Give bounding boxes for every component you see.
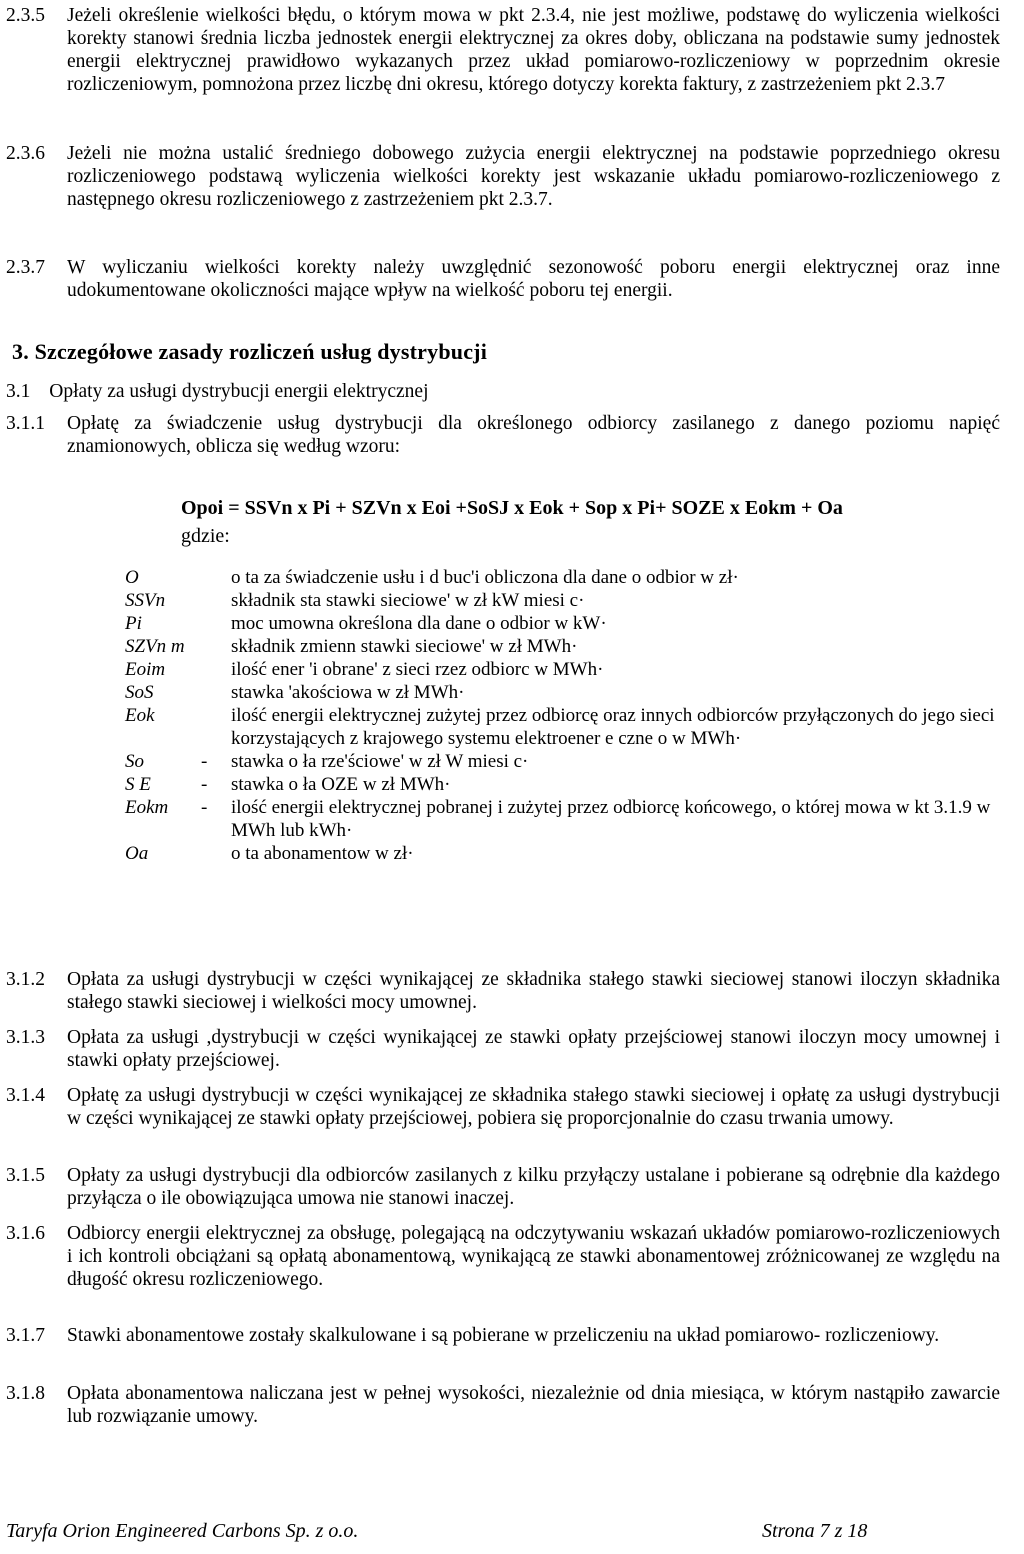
definition-row xyxy=(125,796,1015,842)
definition-symbol: SZVn m xyxy=(125,636,185,657)
definition-dash xyxy=(201,842,231,865)
definition-symbol: Eokm xyxy=(125,797,169,818)
paragraph-number: 2.3.5 xyxy=(6,5,45,26)
paragraph-3-1-4 xyxy=(0,1084,1000,1130)
definition-dash xyxy=(201,704,231,750)
definition-dash xyxy=(201,681,231,704)
definition-text: moc umowna określona dla dane o odbior w kW· xyxy=(231,613,607,634)
definition-symbol: So xyxy=(125,751,144,772)
subsection-text: Opłaty za usługi dystrybucji energii elektrycznej xyxy=(49,381,429,402)
paragraph-number: 3.1.7 xyxy=(6,1325,45,1346)
definition-row xyxy=(125,704,1015,750)
footer-page-number: Strona 7 z 18 xyxy=(762,1520,868,1542)
paragraph-number: 2.3.6 xyxy=(6,143,45,164)
paragraph-number: 3.1.4 xyxy=(6,1085,45,1106)
paragraph-text: Opłata za usługi ,dystrybucji w części wynikającej ze stawki opłaty przejściowej stanowi iloczyn mocy umownej i stawki opłaty przejściowej. xyxy=(67,1027,1000,1071)
paragraph-text: Opłaty za usługi dystrybucji dla odbiorców zasilanych z kilku przyłączy ustalane i pobierane są odrębnie dla każdego przyłącza o ile obowiązująca umowa nie stanowi inaczej. xyxy=(67,1165,1000,1209)
definition-dash xyxy=(201,589,231,612)
definition-row xyxy=(125,635,1015,658)
paragraph-3-1-1 xyxy=(0,412,1000,458)
definition-symbol: SoS xyxy=(125,682,154,703)
paragraph-number: 3.1.2 xyxy=(6,969,45,990)
definition-text: stawka o ła rze'ściowe' w zł W miesi c· xyxy=(231,751,529,772)
definition-text: ilość energii elektrycznej zużytej przez odbiorcę oraz innych odbiorców przyłączonych do jego sieci korzystających z krajowego systemu elektroener e czne o w MWh· xyxy=(231,705,995,749)
definition-symbol: Eok xyxy=(125,705,155,726)
paragraph-3-1-7 xyxy=(0,1324,1000,1347)
definition-dash: - xyxy=(201,751,208,772)
paragraph-3-1-5 xyxy=(0,1164,1000,1210)
definition-row xyxy=(125,750,1015,773)
definition-dash: - xyxy=(201,774,208,795)
definition-row xyxy=(125,681,1015,704)
paragraph-number: 3.1.6 xyxy=(6,1223,45,1244)
paragraph-number: 3.1.8 xyxy=(6,1383,45,1404)
definition-symbol: Eoim xyxy=(125,659,166,680)
paragraph-number: 3.1.5 xyxy=(6,1165,45,1186)
footer-company: Taryfa Orion Engineered Carbons Sp. z o.o. xyxy=(6,1520,359,1542)
paragraph-text: Opłatę za usługi dystrybucji w części wynikającej ze składnika stałego stawki sieciowej i opłatę za usługi dystrybucji w części wynikającej ze stawki opłaty przejściowej, pobiera się proporcjonalnie do czasu trwania umowy. xyxy=(67,1085,1000,1129)
paragraph-text: Opłata abonamentowa naliczana jest w pełnej wysokości, niezależnie od dnia miesiąca, w którym nastąpiło zawarcie lub rozwiązanie umowy. xyxy=(67,1383,1000,1427)
paragraph-text: Jeżeli określenie wielkości błędu, o którym mowa w pkt 2.3.4, nie jest możliwe, podstawę do wyliczenia wielkości korekty stanowi średnia liczba jednostek energii elektrycznej za okres doby, obliczana na podstawie sumy jednostek energii elektrycznej prawidłowo wykazanych przez układ pomiarowo-rozliczeniowy w poprzednim okresie rozliczeniowym, pomnożona przez liczbę dni okresu, którego dotyczy korekta faktury, z zastrzeżeniem pkt 2.3.7 xyxy=(67,5,1000,95)
definition-text: składnik sta stawki sieciowe' w zł kW miesi c· xyxy=(231,590,585,611)
paragraph-3-1-3 xyxy=(0,1026,1000,1072)
paragraph-text: Jeżeli nie można ustalić średniego dobowego zużycia energii elektrycznej na podstawie poprzedniego okresu rozliczeniowego podstawą wyliczenia wielkości korekty jest wskazanie układu pomiarowo-rozliczeniowego z następnego okresu rozliczeniowego z zastrzeżeniem pkt 2.3.7. xyxy=(67,143,1000,210)
definition-dash xyxy=(201,658,231,681)
billing-formula: Opoi = SSVn x Pi + SZVn x Eoi +SoSJ x Eok + Sop x Pi+ SOZE x Eokm + Oa xyxy=(181,497,843,519)
subsection-number: 3.1 xyxy=(6,381,31,402)
paragraph-2-3-7 xyxy=(0,256,1000,302)
definition-row xyxy=(125,612,1015,635)
definition-symbol: Oa xyxy=(125,843,149,864)
paragraph-text: Stawki abonamentowe zostały skalkulowane i są pobierane w przeliczeniu na układ pomiarowo- rozliczeniowy. xyxy=(67,1325,940,1346)
paragraph-text: W wyliczaniu wielkości korekty należy uwzględnić sezonowość poboru energii elektrycznej oraz inne udokumentowane okoliczności mające wpływ na wielkość poboru tej energii. xyxy=(67,257,1000,301)
paragraph-3-1-2 xyxy=(0,968,1000,1014)
subsection-heading xyxy=(6,380,428,403)
definition-symbol: O xyxy=(125,567,139,588)
definition-text: ilość energii elektrycznej pobranej i zużytej przez odbiorcę końcowego, o której mowa w kt 3.1.9 w MWh lub kWh· xyxy=(231,797,991,841)
paragraph-number: 2.3.7 xyxy=(6,257,45,278)
definition-row xyxy=(125,842,1015,865)
definition-text: stawka 'akościowa w zł MWh· xyxy=(231,682,465,703)
definition-text: o ta abonamentow w zł· xyxy=(231,843,414,864)
paragraph-3-1-6 xyxy=(0,1222,1000,1291)
paragraph-3-1-8 xyxy=(0,1382,1000,1428)
definition-dash xyxy=(201,566,231,589)
definition-symbol: SSVn xyxy=(125,590,166,611)
definition-symbol: S E xyxy=(125,774,151,795)
paragraph-number: 3.1.3 xyxy=(6,1027,45,1048)
definition-row xyxy=(125,589,1015,612)
paragraph-2-3-6 xyxy=(0,142,1000,211)
definition-dash xyxy=(201,635,231,658)
definition-text: o ta za świadczenie usłu i d buc'i obliczona dla dane o odbior w zł· xyxy=(231,567,739,588)
paragraph-text: Opłatę za świadczenie usług dystrybucji dla określonego odbiorcy zasilanego z danego poziomu napięć znamionowych, oblicza się według wzoru: xyxy=(67,413,1000,457)
definition-text: ilość ener 'i obrane' z sieci rzez odbiorc w MWh· xyxy=(231,659,604,680)
definition-symbol: Pi xyxy=(125,613,142,634)
section-title: 3. Szczegółowe zasady rozliczeń usług dystrybucji xyxy=(12,339,488,364)
definition-text: stawka o ła OZE w zł MWh· xyxy=(231,774,451,795)
definition-row xyxy=(125,566,1015,589)
paragraph-2-3-5 xyxy=(0,4,1000,96)
paragraph-text: Odbiorcy energii elektrycznej za obsługę, polegającą na odczytywaniu wskazań układów pomiarowo-rozliczeniowych i ich kontroli obciążani są opłatą abonamentową, wynikającą ze stawki abonamentowej zróżnicowanej ze względu na długość okresu rozliczeniowego. xyxy=(67,1223,1000,1290)
definition-dash: - xyxy=(201,797,208,818)
formula-definitions xyxy=(125,566,1015,865)
definition-row xyxy=(125,658,1015,681)
definition-dash xyxy=(201,612,231,635)
formula-where-label: gdzie: xyxy=(181,525,230,547)
paragraph-text: Opłata za usługi dystrybucji w części wynikającej ze składnika stałego stawki sieciowej stanowi iloczyn składnika stałego stawki sieciowej i wielkości mocy umownej. xyxy=(67,969,1000,1013)
paragraph-number: 3.1.1 xyxy=(6,413,45,434)
definition-row xyxy=(125,773,1015,796)
definition-text: składnik zmienn stawki sieciowe' w zł MWh· xyxy=(231,636,578,657)
